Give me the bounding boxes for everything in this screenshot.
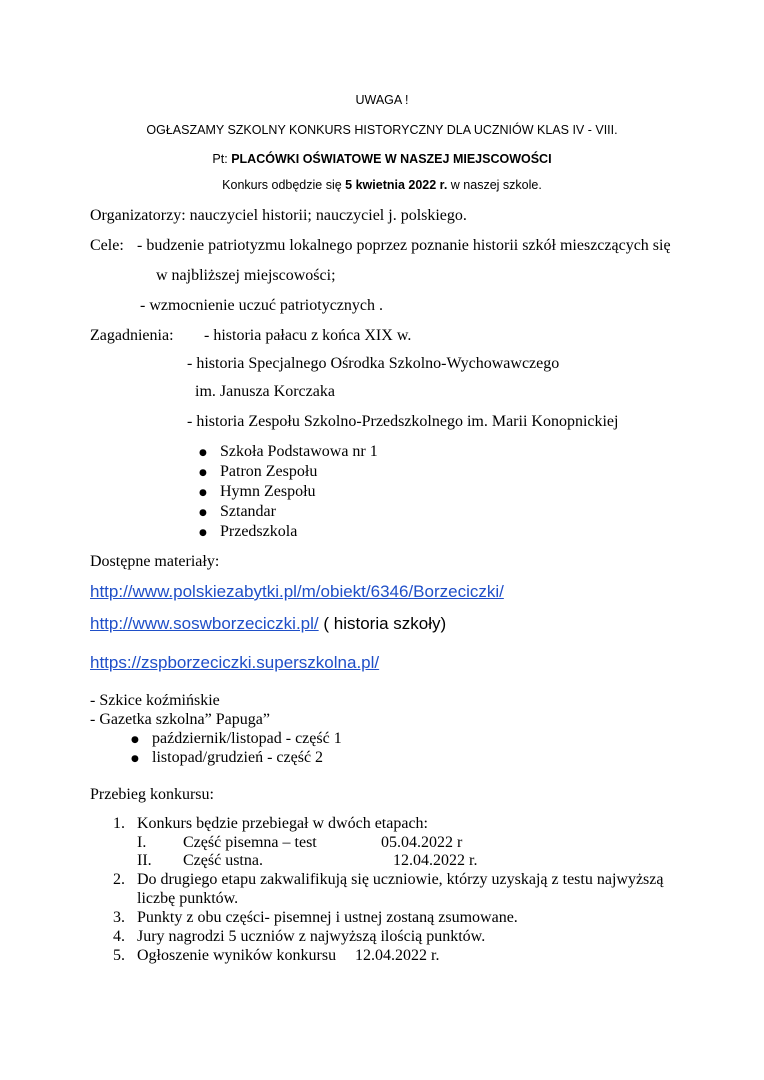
title-text: PLACÓWKI OŚWIATOWE W NASZEJ MIEJSCOWOŚCI	[231, 152, 552, 166]
material-link-superszkolna[interactable]: https://zspborzeciczki.superszkolna.pl/	[90, 653, 380, 672]
topic-2-cont: im. Janusza Korczaka	[195, 383, 335, 400]
organizers-line: Organizatorzy: nauczyciel historii; nauczyciel j. polskiego.	[90, 207, 467, 224]
bullet-icon: ●	[199, 508, 207, 518]
material-link-polskiezabytki[interactable]: http://www.polskiezabytki.pl/m/obiekt/6346/Borzeciczki/	[90, 582, 504, 601]
step-number: 1.	[113, 815, 125, 832]
date-pre: Konkurs odbędzie się	[222, 178, 346, 192]
topic-bullet-item: Patron Zespołu	[220, 463, 318, 480]
contest-date-line	[0, 178, 764, 192]
stage-text: Część ustna.	[183, 852, 263, 869]
date-bold: 5 kwietnia 2022 r.	[345, 178, 448, 192]
bullet-icon: ●	[199, 448, 207, 458]
topic-3: - historia Zespołu Szkolno-Przedszkolnego im. Marii Konopnickiej	[187, 413, 619, 430]
stage-date: 12.04.2022 r.	[393, 852, 478, 869]
material-link-3-row	[90, 653, 379, 673]
topic-bullet-item: Sztandar	[220, 503, 276, 520]
announcement-line: OGŁASZAMY SZKOLNY KONKURS HISTORYCZNY DLA UCZNIÓW KLAS IV - VIII.	[146, 123, 618, 137]
bullet-icon: ●	[199, 528, 207, 538]
step-number: 2.	[113, 871, 125, 888]
stage-date: 05.04.2022 r	[381, 834, 463, 851]
step-text: Konkurs będzie przebiegał w dwóch etapach:	[137, 815, 428, 832]
step-text: Do drugiego etapu zakwalifikują się uczniowie, którzy uzyskają z testu najwyższą	[137, 871, 664, 888]
bullet-icon: ●	[131, 735, 139, 745]
goals-label: Cele:	[90, 237, 124, 254]
topic-1: - historia pałacu z końca XIX w.	[204, 327, 412, 344]
contest-title	[0, 152, 764, 166]
step-number: 4.	[113, 928, 125, 945]
material-item-gazetka: - Gazetka szkolna” Papuga”	[90, 711, 270, 728]
goal-item-2: - wzmocnienie uczuć patriotycznych .	[140, 297, 383, 314]
stage-text: Część pisemna – test	[183, 834, 317, 851]
material-link-2-note: ( historia szkoły)	[318, 614, 447, 633]
step-number: 3.	[113, 909, 125, 926]
gazetka-sub-2: listopad/grudzień - część 2	[152, 749, 324, 766]
title-prefix: Pt:	[212, 152, 232, 166]
step-text: Ogłoszenie wyników konkursu	[137, 947, 337, 964]
topic-bullet-item: Przedszkola	[220, 523, 298, 540]
topic-bullet-item: Hymn Zespołu	[220, 483, 316, 500]
topic-2: - historia Specjalnego Ośrodka Szkolno-Wychowawczego	[187, 355, 560, 372]
step-text: Punkty z obu części- pisemnej i ustnej zostaną zsumowane.	[137, 909, 518, 926]
goal-item-1: - budzenie patriotyzmu lokalnego poprzez poznanie historii szkół mieszczących się	[137, 237, 671, 254]
stage-number: I.	[137, 834, 147, 851]
bullet-icon: ●	[131, 754, 139, 764]
step-number: 5.	[113, 947, 125, 964]
material-link-soswborzeciczki[interactable]: http://www.soswborzeciczki.pl/	[90, 614, 319, 633]
topics-label: Zagadnienia:	[90, 327, 174, 344]
step-text: Jury nagrodzi 5 uczniów z najwyższą ilością punktów.	[137, 928, 486, 945]
stage-number: II.	[137, 852, 152, 869]
attention-heading: UWAGA !	[355, 93, 409, 107]
step-date: 12.04.2022 r.	[355, 947, 440, 964]
materials-label: Dostępne materiały:	[90, 553, 220, 570]
bullet-icon: ●	[199, 488, 207, 498]
gazetka-sub-1: październik/listopad - część 1	[152, 730, 342, 747]
bullet-icon: ●	[199, 468, 207, 478]
goal-item-1-cont: w najbliższej miejscowości;	[156, 267, 336, 284]
topic-bullet-item: Szkoła Podstawowa nr 1	[220, 443, 378, 460]
material-link-1-row	[90, 582, 504, 602]
course-label: Przebieg konkursu:	[90, 786, 214, 803]
date-post: w naszej szkole.	[447, 178, 542, 192]
step-text-cont: liczbę punktów.	[137, 890, 239, 907]
material-item-szkice: - Szkice koźmińskie	[90, 692, 220, 709]
material-link-2-row	[90, 614, 446, 634]
